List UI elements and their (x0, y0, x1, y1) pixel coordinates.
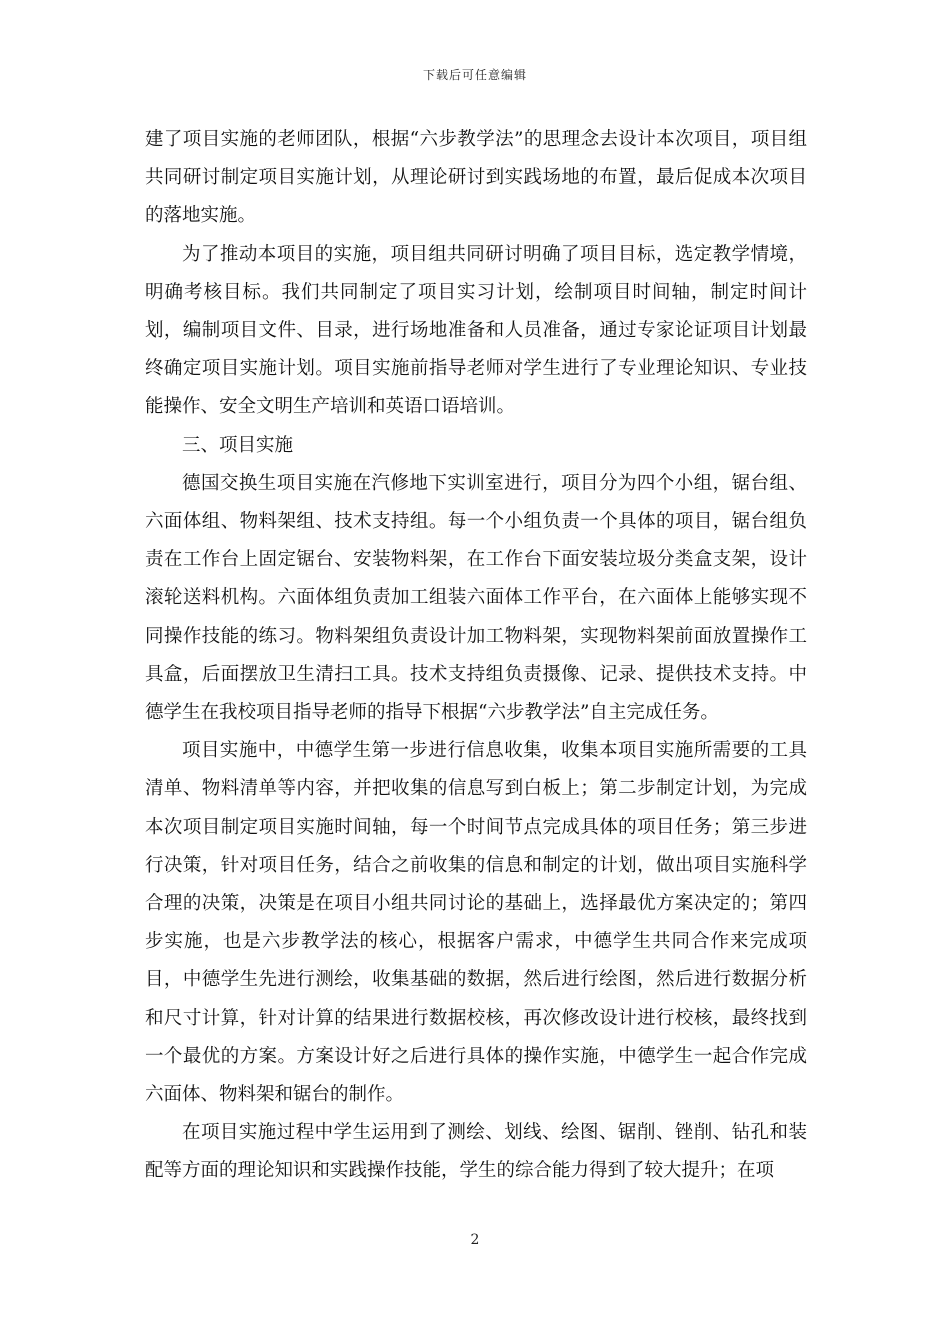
paragraph-six-step-method: 项目实施中，中德学生第一步进行信息收集，收集本项目实施所需要的工具清单、物料清单等内容，并把收集的信息写到白板上；第二步制定计划，为完成本次项目制定项目实施时间轴，每一个时间节点完成具体的项目任务；第三步进行决策，针对项目任务，结合之前收集的信息和制定的计划，做出项目实施科学合理的决策，决策是在项目小组共同讨论的基础上，选择最优方案决定的；第四步实施，也是六步教学法的核心，根据客户需求，中德学生共同合作来完成项目，中德学生先进行测绘，收集基础的数据，然后进行绘图，然后进行数据分析和尺寸计算，针对计算的结果进行数据校核，再次修改设计进行校核，最终找到一个最优的方案。方案设计好之后进行具体的操作实施，中德学生一起合作完成六面体、物料架和锯台的制作。 (145, 740, 807, 1106)
paragraph-skills-applied: 在项目实施过程中学生运用到了测绘、划线、绘图、锯削、锉削、钻孔和装配等方面的理论知识和实践操作技能，学生的综合能力得到了较大提升；在项 (145, 1122, 807, 1182)
paragraph-continuation: 建了项目实施的老师团队，根据“六步教学法”的思理念去设计本次项目，项目组共同研讨制定项目实施计划，从理论研讨到实践场地的布置，最后促成本次项目的落地实施。 (145, 129, 807, 227)
document-body (145, 121, 807, 1191)
page-number: 2 (470, 1232, 480, 1248)
paragraph-project-preparation: 为了推动本项目的实施，项目组共同研讨明确了项目目标，选定教学情境，明确考核目标。我们共同制定了项目实习计划，绘制项目时间轴，制定时间计划，编制项目文件、目录，进行场地准备和人员准备，通过专家论证项目计划最终确定项目实施计划。项目实施前指导老师对学生进行了专业理论知识、专业技能操作、安全文明生产培训和英语口语培训。 (145, 243, 807, 418)
page-header: 下载后可任意编辑 (422, 68, 527, 82)
paragraph-project-groups: 德国交换生项目实施在汽修地下实训室进行，项目分为四个小组，锯台组、六面体组、物料架组、技术支持组。每一个小组负责一个具体的项目，锯台组负责在工作台上固定锯台、安装物料架，在工作台下面安装垃圾分类盒支架，设计滚轮送料机构。六面体组负责加工组装六面体工作平台，在六面体上能够实现不同操作技能的练习。物料架组负责设计加工物料架，实现物料架前面放置操作工具盒，后面摆放卫生清扫工具。技术支持组负责摄像、记录、提供技术支持。中德学生在我校项目指导老师的指导下根据“六步教学法”自主完成任务。 (145, 472, 807, 724)
section-heading-project-implementation: 三、项目实施 (182, 434, 294, 456)
